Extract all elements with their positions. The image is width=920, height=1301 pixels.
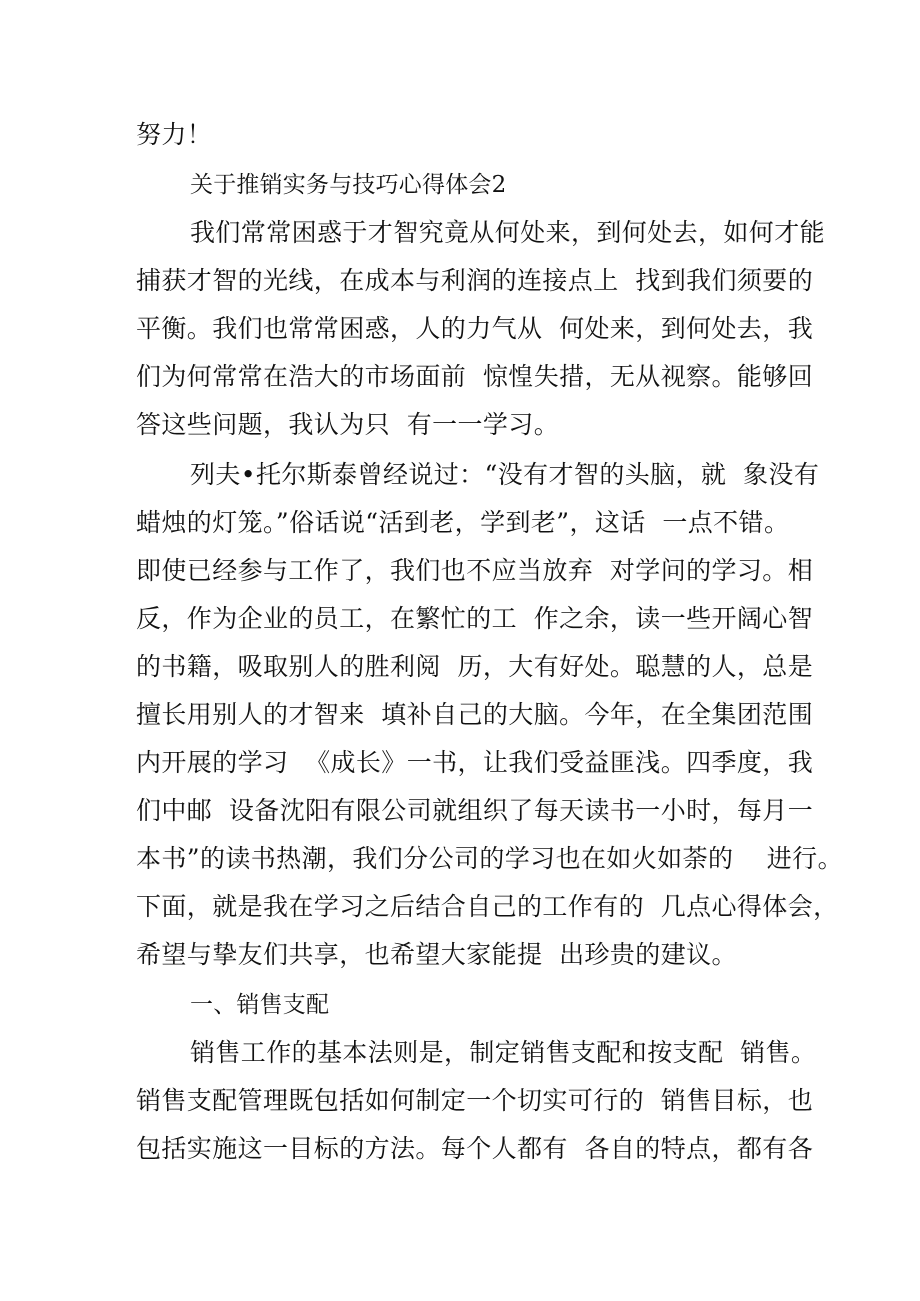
text-line: 蜡烛的灯笼。”俗话说“活到老，学到老”，这话 一点不错。 — [136, 508, 790, 537]
text-line: 反，作为企业的员工，在繁忙的工 作之余，读一些开阔心智 — [136, 604, 814, 633]
text-line: 内开展的学习 《成长》一书，让我们受益匪浅。四季度，我 — [136, 748, 814, 777]
text-line: 即使已经参与工作了，我们也不应当放弃 对学问的学习。相 — [136, 556, 814, 585]
text-line: 平衡。我们也常常困惑，人的力气从 何处来，到何处去，我 — [136, 314, 814, 343]
text-line: 本书”的读书热潮，我们分公司的学习也在如火如荼的 进行。 — [136, 844, 843, 873]
text-line: 擅长用别人的才智来 填补自己的大脑。今年，在全集团范围 — [136, 700, 814, 729]
text-line: 捕获才智的光线，在成本与利润的连接点上 找到我们须要的 — [136, 266, 814, 295]
text-line: 我们常常困惑于才智究竟从何处来，到何处去，如何才能 — [190, 218, 826, 247]
text-line: 销售工作的基本法则是，制定销售支配和按支配 销售。 — [190, 1038, 817, 1067]
text-line: 包括实施这一目标的方法。每个人都有 各自的特点，都有各 — [136, 1134, 814, 1163]
text-line: 努力！ — [136, 120, 213, 149]
section-heading: 关于推销实务与技巧心得体会2 — [190, 172, 507, 198]
text-line: 希望与挚友们共享，也希望大家能提 出珍贵的建议。 — [136, 940, 737, 969]
text-line: 们中邮 设备沈阳有限公司就组织了每天读书一小时，每月一 — [136, 796, 814, 825]
text-line: 列夫•托尔斯泰曾经说过：“没有才智的头脑，就 象没有 — [190, 460, 820, 489]
text-line: 们为何常常在浩大的市场面前 惊惶失措，无从视察。能够回 — [136, 362, 814, 391]
text-line: 销售支配管理既包括如何制定一个切实可行的 销售目标，也 — [136, 1086, 814, 1115]
text-line: 的书籍，吸取别人的胜利阅 历，大有好处。聪慧的人，总是 — [136, 652, 814, 681]
text-line: 下面，就是我在学习之后结合自己的工作有的 几点心得体会， — [136, 892, 839, 921]
text-line: 答这些问题，我认为只 有一一学习。 — [136, 410, 560, 439]
section-heading: 一、销售支配 — [190, 992, 330, 1018]
